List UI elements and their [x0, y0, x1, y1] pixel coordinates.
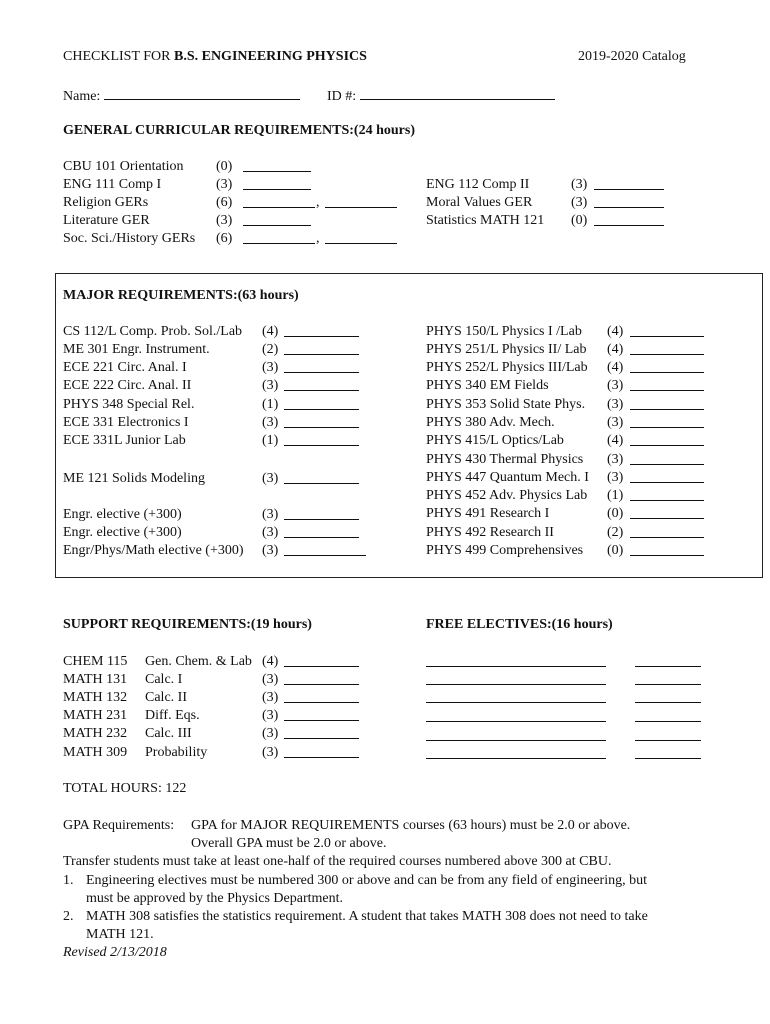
course-name: PHYS 340 EM Fields: [426, 378, 549, 393]
elective-course-blank[interactable]: [426, 666, 606, 667]
general-course-row: [426, 176, 686, 194]
course-hours: (3): [262, 745, 279, 760]
name-label: Name:: [63, 89, 101, 104]
course-name: PHYS 380 Adv. Mech.: [426, 415, 555, 430]
general-course-row: [63, 212, 413, 230]
major-course-row: [426, 469, 716, 487]
course-code: CHEM 115: [63, 654, 128, 669]
course-title: Diff. Eqs.: [145, 708, 200, 723]
course-name: Moral Values GER: [426, 195, 533, 210]
major-course-row: [426, 487, 716, 505]
grade-blank[interactable]: [630, 555, 704, 556]
grade-blank[interactable]: [630, 427, 704, 428]
major-course-row: [426, 359, 716, 377]
course-hours: (6): [216, 231, 233, 246]
course-hours: (4): [607, 433, 624, 448]
elective-course-blank[interactable]: [426, 740, 606, 741]
course-code: MATH 232: [63, 726, 128, 741]
grade-blank[interactable]: [630, 390, 704, 391]
id-blank[interactable]: [360, 86, 555, 100]
major-course-row: [426, 505, 716, 523]
support-course-row: [63, 671, 373, 689]
grade-blank[interactable]: [284, 409, 359, 410]
course-hours: (3): [216, 213, 233, 228]
major-course-row: [426, 542, 716, 560]
course-title: Gen. Chem. & Lab: [145, 654, 252, 669]
course-name: Engr. elective (+300): [63, 525, 182, 540]
major-heading: MAJOR REQUIREMENTS:(63 hours): [63, 288, 299, 303]
elective-course-blank[interactable]: [426, 758, 606, 759]
course-hours: (1): [262, 433, 279, 448]
course-hours: (3): [262, 525, 279, 540]
course-hours: (3): [607, 397, 624, 412]
elective-course-blank[interactable]: [426, 702, 606, 703]
course-hours: (1): [262, 397, 279, 412]
course-hours: (3): [607, 378, 624, 393]
grade-blank[interactable]: [630, 445, 704, 446]
major-course-row: [426, 524, 716, 542]
major-course-row: [426, 323, 716, 341]
course-hours: (0): [571, 213, 588, 228]
grade-blank[interactable]: [284, 390, 359, 391]
course-hours: (3): [262, 415, 279, 430]
major-course-row: [426, 451, 716, 469]
general-course-row: [426, 194, 686, 212]
general-course-row: [63, 176, 413, 194]
page-title: [63, 48, 367, 66]
course-name: CBU 101 Orientation: [63, 159, 184, 174]
grade-blank[interactable]: [284, 427, 359, 428]
major-course-row: [63, 542, 373, 560]
course-name: ENG 112 Comp II: [426, 177, 530, 192]
grade-blank[interactable]: [284, 666, 359, 667]
course-name: Engr. elective (+300): [63, 507, 182, 522]
course-code: MATH 132: [63, 690, 128, 705]
course-name: CS 112/L Comp. Prob. Sol./Lab: [63, 324, 243, 339]
course-name: ECE 222 Circ. Anal. II: [63, 378, 192, 393]
grade-blank[interactable]: [630, 464, 704, 465]
course-hours: (4): [607, 324, 624, 339]
major-course-row: [63, 506, 373, 524]
name-blank[interactable]: [104, 86, 300, 100]
grade-blank[interactable]: [284, 372, 359, 373]
support-course-row: [63, 707, 373, 725]
major-course-row: [63, 524, 373, 542]
course-hours: (3): [262, 690, 279, 705]
note-2-number: 2.: [63, 909, 74, 924]
elective-course-blank[interactable]: [426, 721, 606, 722]
course-name: ECE 221 Circ. Anal. I: [63, 360, 187, 375]
id-field[interactable]: [327, 86, 555, 106]
note-2-line-2: MATH 121.: [86, 927, 154, 942]
general-heading: GENERAL CURRICULAR REQUIREMENTS:(24 hours): [63, 123, 415, 138]
course-name: ME 301 Engr. Instrument.: [63, 342, 210, 357]
grade-blank[interactable]: [243, 189, 311, 190]
course-hours: (3): [262, 471, 279, 486]
course-hours: (3): [216, 177, 233, 192]
course-name: Engr/Phys/Math elective (+300): [63, 543, 244, 558]
note-1-line-1: Engineering electives must be numbered 300 or above and can be from any field of engineering, but: [86, 873, 647, 888]
id-label: ID #:: [327, 89, 357, 104]
note-2-line-1: MATH 308 satisfies the statistics requirement. A student that takes MATH 308 does not need to take: [86, 909, 648, 924]
grade-blank[interactable]: [284, 684, 359, 685]
elective-grade-blank[interactable]: [635, 684, 701, 685]
support-course-row: [63, 653, 373, 671]
grade-blank[interactable]: [243, 171, 311, 172]
general-course-row: [426, 212, 686, 230]
elective-grade-blank[interactable]: [635, 702, 701, 703]
grade-blank[interactable]: [325, 243, 397, 244]
grade-blank[interactable]: [284, 336, 359, 337]
major-course-row: [63, 414, 373, 432]
course-code: MATH 231: [63, 708, 128, 723]
general-course-row: [63, 194, 413, 212]
course-name: Soc. Sci./History GERs: [63, 231, 196, 246]
support-course-row: [63, 725, 373, 743]
course-name: ME 121 Solids Modeling: [63, 471, 205, 486]
major-course-row: [426, 396, 716, 414]
course-name: PHYS 415/L Optics/Lab: [426, 433, 564, 448]
course-name: ECE 331L Junior Lab: [63, 433, 186, 448]
grade-blank[interactable]: [284, 757, 359, 758]
course-hours: (0): [607, 543, 624, 558]
gpa-line-1: GPA for MAJOR REQUIREMENTS courses (63 hours) must be 2.0 or above.: [191, 818, 631, 833]
course-hours: (2): [262, 342, 279, 357]
major-course-row: [426, 377, 716, 395]
grade-blank[interactable]: [630, 500, 704, 501]
course-hours: (3): [607, 415, 624, 430]
grade-blank[interactable]: [243, 243, 315, 244]
elective-grade-blank[interactable]: [635, 666, 701, 667]
major-course-row: [63, 341, 373, 359]
course-hours: (3): [571, 177, 588, 192]
course-hours: (2): [607, 525, 624, 540]
general-course-row: [63, 230, 413, 248]
course-name: PHYS 492 Research II: [426, 525, 554, 540]
major-course-row: [63, 470, 373, 488]
major-course-row: [63, 377, 373, 395]
free-electives-heading: FREE ELECTIVES:(16 hours): [426, 617, 613, 632]
grade-blank[interactable]: [243, 225, 311, 226]
course-name: PHYS 447 Quantum Mech. I: [426, 470, 589, 485]
catalog-year: 2019-2020 Catalog: [578, 49, 686, 64]
grade-blank[interactable]: [284, 555, 366, 556]
course-hours: (3): [262, 378, 279, 393]
grade-blank[interactable]: [594, 207, 664, 208]
course-title: Calc. I: [145, 672, 183, 687]
grade-blank[interactable]: [325, 207, 397, 208]
grade-blank[interactable]: [630, 372, 704, 373]
course-name: PHYS 252/L Physics III/Lab: [426, 360, 588, 375]
grade-blank[interactable]: [594, 189, 664, 190]
major-course-row: [63, 323, 373, 341]
blank-separator: ,: [316, 231, 320, 246]
grade-blank[interactable]: [284, 445, 359, 446]
course-code: MATH 131: [63, 672, 128, 687]
grade-blank[interactable]: [630, 354, 704, 355]
course-hours: (3): [262, 360, 279, 375]
grade-blank[interactable]: [284, 720, 359, 721]
course-hours: (3): [607, 452, 624, 467]
course-name: PHYS 491 Research I: [426, 506, 550, 521]
title-program: B.S. ENGINEERING PHYSICS: [173, 49, 367, 64]
grade-blank[interactable]: [630, 336, 704, 337]
course-name: Literature GER: [63, 213, 150, 228]
gpa-label: GPA Requirements:: [63, 818, 175, 833]
course-name: PHYS 150/L Physics I /Lab: [426, 324, 582, 339]
course-title: Probability: [145, 745, 208, 760]
grade-blank[interactable]: [284, 354, 359, 355]
course-name: PHYS 251/L Physics II/ Lab: [426, 342, 587, 357]
transfer-note: Transfer students must take at least one-half of the required courses numbered above 300 at CBU.: [63, 854, 612, 869]
course-hours: (4): [607, 360, 624, 375]
grade-blank[interactable]: [630, 409, 704, 410]
note-1-line-2: must be approved by the Physics Department.: [86, 891, 344, 906]
course-hours: (3): [262, 672, 279, 687]
major-course-row: [63, 432, 373, 450]
course-hours: (6): [216, 195, 233, 210]
course-hours: (4): [262, 654, 279, 669]
title-prefix: CHECKLIST FOR: [63, 49, 174, 64]
course-name: Religion GERs: [63, 195, 149, 210]
grade-blank[interactable]: [630, 537, 704, 538]
grade-blank[interactable]: [243, 207, 315, 208]
course-hours: (3): [262, 543, 279, 558]
course-code: MATH 309: [63, 745, 128, 760]
course-hours: (0): [607, 506, 624, 521]
name-field[interactable]: [63, 86, 300, 106]
general-course-row: [63, 158, 413, 176]
course-hours: (3): [262, 708, 279, 723]
grade-blank[interactable]: [284, 519, 359, 520]
course-name: ECE 331 Electronics I: [63, 415, 189, 430]
major-course-row: [63, 359, 373, 377]
grade-blank[interactable]: [284, 702, 359, 703]
course-name: ENG 111 Comp I: [63, 177, 162, 192]
elective-grade-blank[interactable]: [635, 721, 701, 722]
course-name: Statistics MATH 121: [426, 213, 545, 228]
course-name: PHYS 430 Thermal Physics: [426, 452, 584, 467]
grade-blank[interactable]: [594, 225, 664, 226]
course-hours: (3): [607, 470, 624, 485]
elective-grade-blank[interactable]: [635, 740, 701, 741]
grade-blank[interactable]: [284, 738, 359, 739]
support-course-row: [63, 689, 373, 707]
course-name: PHYS 348 Special Rel.: [63, 397, 195, 412]
course-hours: (4): [262, 324, 279, 339]
course-title: Calc. II: [145, 690, 187, 705]
grade-blank[interactable]: [630, 482, 704, 483]
gpa-line-2: Overall GPA must be 2.0 or above.: [191, 836, 387, 851]
elective-grade-blank[interactable]: [635, 758, 701, 759]
grade-blank[interactable]: [284, 483, 359, 484]
course-name: PHYS 499 Comprehensives: [426, 543, 584, 558]
support-course-row: [63, 744, 373, 762]
course-name: PHYS 353 Solid State Phys.: [426, 397, 586, 412]
course-title: Calc. III: [145, 726, 192, 741]
course-hours: (0): [216, 159, 233, 174]
grade-blank[interactable]: [284, 537, 359, 538]
major-course-row: [426, 432, 716, 450]
major-course-row: [426, 414, 716, 432]
course-hours: (3): [571, 195, 588, 210]
elective-course-blank[interactable]: [426, 684, 606, 685]
course-hours: (3): [262, 726, 279, 741]
course-hours: (3): [262, 507, 279, 522]
total-hours: TOTAL HOURS: 122: [63, 781, 187, 796]
course-hours: (4): [607, 342, 624, 357]
note-1-number: 1.: [63, 873, 74, 888]
course-name: PHYS 452 Adv. Physics Lab: [426, 488, 588, 503]
major-course-row: [63, 396, 373, 414]
grade-blank[interactable]: [630, 518, 704, 519]
major-course-row: [426, 341, 716, 359]
support-heading: SUPPORT REQUIREMENTS:(19 hours): [63, 617, 312, 632]
revised-date: Revised 2/13/2018: [63, 945, 167, 960]
course-hours: (1): [607, 488, 624, 503]
blank-separator: ,: [316, 195, 320, 210]
